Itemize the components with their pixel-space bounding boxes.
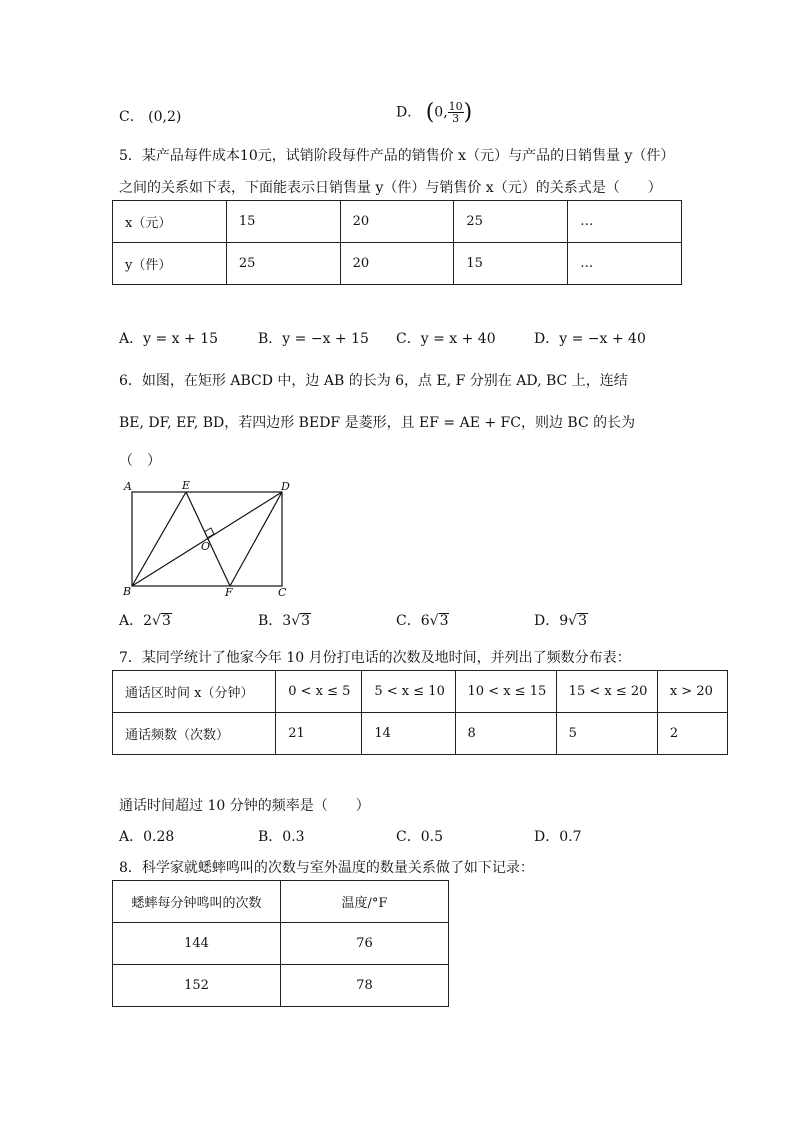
q7-option-d: [534, 826, 582, 846]
q5-cell: 15: [226, 201, 340, 243]
q7-cell: 通话频数（次数）: [113, 713, 276, 755]
q5-option-a: [119, 328, 218, 348]
q7-cell: 2: [657, 713, 727, 755]
q6-line3: （ ）: [119, 453, 161, 469]
q5-option-value: y = −x + 15: [282, 331, 369, 347]
q5-option-b: [258, 328, 369, 348]
q7-option-label: D．: [534, 829, 560, 845]
segment-be: [132, 492, 186, 586]
q6-figure: [118, 478, 308, 600]
q5-cell: 25: [454, 201, 568, 243]
q8-header-cell: 温度/°F: [281, 881, 449, 923]
q5-table-row: [113, 201, 682, 243]
q5-cell: y（件）: [113, 243, 227, 285]
q7-cell: 8: [455, 713, 556, 755]
label-e: E: [182, 479, 191, 492]
label-d: D: [281, 480, 290, 493]
q6-option-radicand: 3: [578, 613, 587, 629]
q6-line2: BE, DF, EF, BD，若四边形 BEDF 是菱形，且 EF = AE + FC，则边 BC 的长为: [119, 415, 636, 431]
q6-option-b: B．3√3: [258, 613, 311, 629]
q5-option-label: A．: [119, 331, 144, 347]
q5-cell: 15: [454, 243, 568, 285]
q5-cell: …: [568, 201, 682, 243]
q6-option-c: C．6√3: [396, 613, 449, 629]
q7-table-header-row: [113, 671, 728, 713]
q4-option-c-label: C．: [119, 109, 144, 125]
segment-df: [230, 492, 282, 586]
q5-line2: 之间的关系如下表，下面能表示日销售量 y（件）与销售价 x（元）的关系式是（ ）: [119, 180, 662, 196]
q6-option-d: D．9√3: [534, 613, 587, 629]
q7-table: [112, 670, 728, 755]
q7-cell: 14: [362, 713, 455, 755]
q5-cell: 20: [340, 201, 454, 243]
segment-bd: [132, 492, 282, 586]
q6-option-radicand: 3: [301, 613, 311, 629]
q4-option-d: D． (0, $\frac{10}{3}$ ): [396, 100, 473, 125]
q6-option-radicand: 3: [161, 613, 171, 629]
q5-option-c: [396, 328, 496, 348]
q5-line1: 5．某产品每件成本10元，试销阶段每件产品的销售价 x（元）与产品的日销售量 y（件）: [119, 148, 675, 164]
q7-option-label: A．: [119, 829, 144, 845]
q6-option-a: A．2√3: [119, 613, 171, 629]
label-o: O: [201, 540, 211, 553]
q8-cell: 144: [113, 923, 281, 965]
q6-option-label: C．: [396, 613, 421, 629]
q8-cell: 76: [281, 923, 449, 965]
q7-question: 通话时间超过 10 分钟的频率是（ ）: [119, 798, 370, 814]
q8-header-cell: 蟋蟀每分钟鸣叫的次数: [113, 881, 281, 923]
q4-option-d-zero: 0,: [434, 104, 448, 121]
q5-option-label: C．: [396, 331, 421, 347]
q6-line1: 6．如图，在矩形 ABCD 中，边 AB 的长为 6，点 E, F 分别在 AD, BC 上，连结: [119, 373, 628, 389]
q4-option-d-fraction: [448, 101, 464, 124]
q7-option-value: 0.7: [559, 829, 582, 845]
q7-header-cell: 15 < x ≤ 20: [556, 671, 657, 713]
q8-table-header-row: [113, 881, 449, 923]
q8-table: [112, 880, 449, 1007]
q5-option-value: y = x + 15: [143, 331, 219, 347]
q7-option-label: B．: [258, 829, 283, 845]
q5-option-value: y = −x + 40: [559, 331, 646, 347]
q4-option-d-den: 3: [452, 112, 460, 125]
q7-option-label: C．: [396, 829, 421, 845]
q6-option-label: D．: [534, 613, 560, 629]
q7-header-cell: x > 20: [657, 671, 727, 713]
q7-cell: 5: [556, 713, 657, 755]
q4-option-d-num: 10: [448, 100, 463, 113]
q7-option-c: [396, 826, 443, 846]
q8-table-row: [113, 923, 449, 965]
label-f: F: [225, 586, 233, 599]
q5-option-label: D．: [534, 331, 560, 347]
q7-header-cell: 10 < x ≤ 15: [455, 671, 556, 713]
q8-cell: 78: [281, 965, 449, 1007]
q6-option-radicand: 3: [439, 613, 449, 629]
q7-option-a: [119, 826, 174, 846]
q5-option-label: B．: [258, 331, 283, 347]
q7-cell: 21: [276, 713, 362, 755]
q6-option-coef: 6: [420, 613, 430, 629]
q8-line1: 8．科学家就蟋蟀鸣叫的次数与室外温度的数量关系做了如下记录：: [119, 860, 534, 876]
q7-table-row: [113, 713, 728, 755]
q5-option-value: y = x + 40: [420, 331, 496, 347]
q7-header-cell: 通话区时间 x（分钟）: [113, 671, 276, 713]
q8-cell: 152: [113, 965, 281, 1007]
q6-option-coef: 2: [143, 613, 153, 629]
q6-option-label: A．: [119, 613, 144, 629]
q7-option-value: 0.5: [420, 829, 443, 845]
q7-option-value: 0.3: [282, 829, 305, 845]
q5-table: [112, 200, 682, 285]
label-b: B: [123, 585, 132, 598]
q5-cell: x（元）: [113, 201, 227, 243]
q5-cell: 25: [226, 243, 340, 285]
q7-header-cell: 5 < x ≤ 10: [362, 671, 455, 713]
q7-option-b: [258, 826, 305, 846]
q5-cell: 20: [340, 243, 454, 285]
q4-option-c: [119, 106, 181, 126]
label-c: C: [278, 586, 287, 599]
label-a: A: [124, 480, 132, 493]
q5-option-d: [534, 328, 646, 348]
q6-option-coef: 3: [282, 613, 292, 629]
q7-header-cell: 0 < x ≤ 5: [276, 671, 362, 713]
q6-option-label: B．: [258, 613, 283, 629]
q8-table-row: [113, 965, 449, 1007]
q5-cell: …: [568, 243, 682, 285]
q7-line1: 7．某同学统计了他家今年 10 月份打电话的次数及地时间，并列出了频数分布表：: [119, 650, 631, 666]
q6-option-coef: 9: [559, 613, 569, 629]
q4-option-d-label: D．: [396, 104, 422, 121]
q7-option-value: 0.28: [143, 829, 175, 845]
q4-option-c-value: (0,2): [148, 109, 182, 125]
q5-table-row: [113, 243, 682, 285]
